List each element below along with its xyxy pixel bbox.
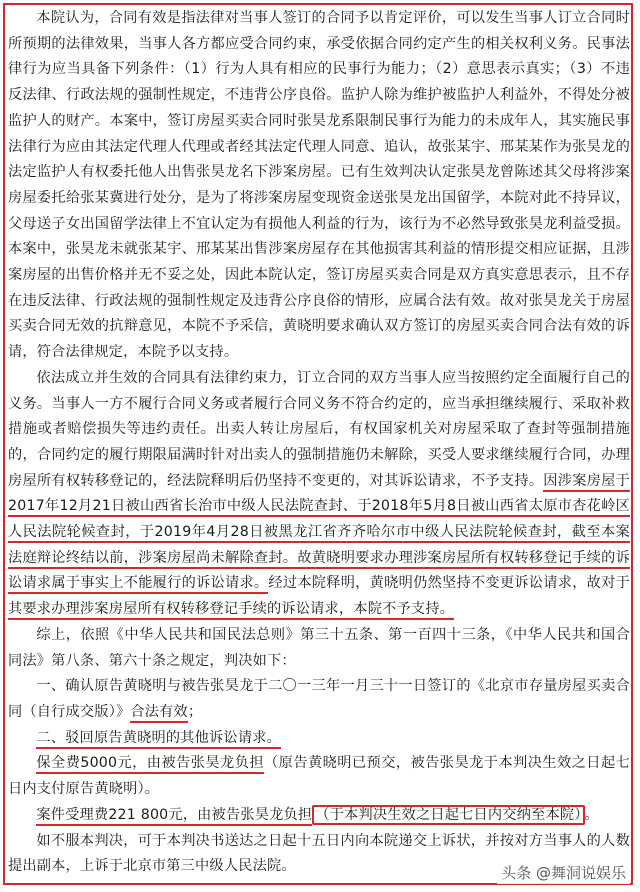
underlined-case-fee: 案件受理费221 800元，由被告张昊龙负担 xyxy=(36,807,312,826)
paragraph-legal-basis xyxy=(8,623,630,674)
ruling-item-1 xyxy=(8,674,630,725)
paragraph-preservation-fee xyxy=(8,751,630,802)
paragraph-text: （原告黄晓明已预交，被告张昊龙于本判决生效之日起七日内支付原告黄晓明）。 xyxy=(8,755,630,798)
underlined-valid: 合法有效 xyxy=(130,704,188,723)
paragraph-case-fee xyxy=(8,803,630,829)
underlined-preservation-fee: 保全费5000元，由被告张昊龙负担 xyxy=(36,755,264,774)
paragraph-performance-reasoning xyxy=(8,366,630,623)
ruling-item-2 xyxy=(8,726,630,752)
paragraph-text: 本院认为，合同有效是指法律对当事人签订的合同予以肯定评价，可以发生当事人订立合同时所预期的法律效果，当事人各方都应受合同约束，承受依据合同约定产生的相关权利义务。民事法律行为应当具备下列条件：（1）行为人具有相应的民事行为能力；（2）意思表示真实；（3）不违反法律、行政法规的强制性规定，不违背公序良俗。监护人除为维护被监护人利益外，不得处分被监护人的财产。本案中，签订房屋买卖合同时张昊龙系限制民事行为能力的未成年人，其实施民事法律行为应由其法定代理人代理或者经其法定代理人同意、追认，故张某宇、邢某某作为张昊龙的法定监护人有权委托他人出售张昊龙名下涉案房屋。已有生效判决认定张昊龙曾陈述其父母将涉案房屋委托给张某冀进行处分，是为了将涉案房屋变现资金送张昊龙出国留学，本院对此不持异议，父母送子女出国留学法律上不宜认定为有损他人利益的行为，该行为不必然导致张昊龙利益受损。本案中，张昊龙未就张某宇、邢某某出售涉案房屋存在其他损害其利益的情形提交相应证据，且涉案房屋的出售价格并无不妥之处，因此本院认定，签订房屋买卖合同是双方真实意思表示，且不存在违反法律、行政法规的强制性规定及违背公序良俗的情形，应属合法有效。故对张昊龙关于房屋买卖合同无效的抗辩意见，本院不予采信，黄晓明要求确认双方签订的房屋买卖合同合法有效的诉请，符合法律规定，本院予以支持。 xyxy=(8,10,630,361)
underlined-seizure-facts: 因涉案房屋于2017年12月21日被山西省长治市中级人民法院查封、于2018年5月8日被山西省太原市杏花岭区人民法院轮候查封，于2019年4月28日被黑龙江省齐齐哈尔市中级人民法院轮候查封，截至本案法庭辩论终结以前，涉案房屋尚未解除查封。故黄晓明要求办理涉案房屋所有权转移登记手续的诉讼请求属于事实上不能履行的诉讼请求。 xyxy=(8,473,630,595)
paragraph-text: 。 xyxy=(584,806,599,823)
paragraph-text: 一、确认原告黄晓明与被告张昊龙于二〇一三年一月三十一日签订的《北京市存量房屋买卖合同（自行成交版）》 xyxy=(8,678,630,720)
paragraph-text: 依法成立并生效的合同具有法律约束力，订立合同的双方当事人应当按照约定全面履行自己的义务。当事人一方不履行合同义务或者履行合同义务不符合约定的，应当承担继续履行、采取补救措施或者赔偿损失等违约责任。出卖人转让房屋后，有权国家机关对房屋采取了查封等强制措施的，合同约定的履行期限届满时针对出卖人的强制措施仍未解除，买受人要求继续履行合同，办理房屋所有权转移登记的，经法院释明后仍坚持不变更的，对其诉讼请求，不予支持。 xyxy=(8,369,630,489)
paragraph-text: 如不服本判决，可于本判决书送达之日起十五日内向本院递交上诉状，并按对方当事人的人数提出副本，上诉于北京市第三中级人民法院。 xyxy=(8,832,630,875)
paragraph-text: ； xyxy=(187,703,203,720)
watermark: 头条 @舞洞说娱乐 xyxy=(497,861,630,884)
paragraph-validity-reasoning xyxy=(8,6,630,366)
paragraph-text: 综上，依照《中华人民共和国民法总则》第三十五条、第一百四十三条，《中华人民共和国合同法》第八条、第六十条之规定，判决如下： xyxy=(8,626,630,669)
judgment-text xyxy=(8,6,630,880)
underlined-conclusion: 其要求办理涉案房屋所有权转移登记手续的诉讼请求，本院不予支持。 xyxy=(8,601,454,620)
paragraph-text: 经过本院释明，黄晓明仍然坚持不变更诉讼请求，故对于 xyxy=(268,575,630,592)
boxed-payment-deadline: （于本判决生效之日起七日内交纳至本院） xyxy=(312,805,584,825)
underlined-dismiss: 二、驳回原告黄晓明的其他诉讼请求。 xyxy=(36,730,281,749)
